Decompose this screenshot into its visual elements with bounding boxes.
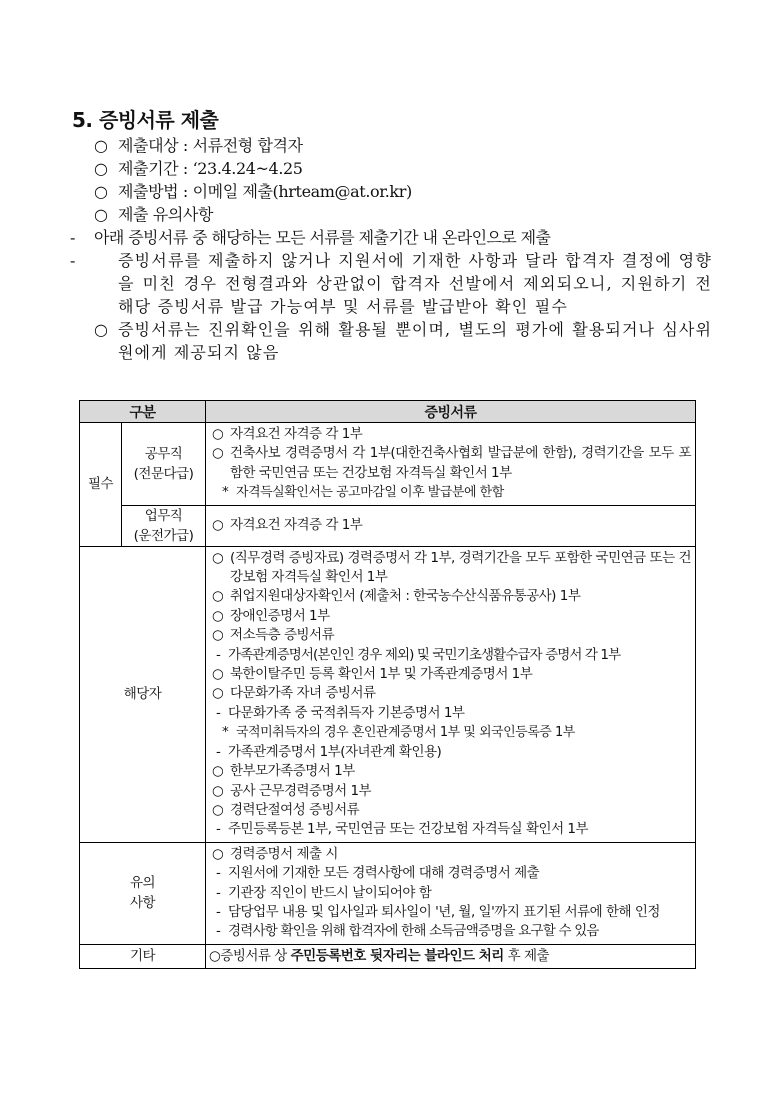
circle-bullet: ○ — [212, 588, 224, 605]
header-documents: 증빙서류 — [206, 401, 696, 423]
guideline-text: 제출방법 : 이메일 제출(hrteam@at.or.kr) — [118, 182, 412, 201]
list-item — [212, 762, 691, 781]
circle-bullet: ○ — [212, 445, 224, 462]
item-text: 공사 근무경력증명서 1부 — [230, 782, 372, 799]
dash-bullet: - — [216, 743, 221, 760]
notes-documents — [206, 842, 696, 944]
item-text: 경력사항 확인을 위해 합격자에 한해 소득금액증명을 요구할 수 있음 — [228, 923, 599, 940]
guideline-cautions — [72, 203, 712, 226]
item-text: 경력단절여성 증빙서류 — [230, 801, 360, 818]
guideline-method — [72, 180, 712, 203]
item-text: 건축사보 경력증명서 각 1부(대한건축사협회 발급분에 한함), 경력기간을 모두 포함한 국민연금 또는 건강보험 자격득실 확인서 1부 — [230, 445, 691, 481]
circle-bullet: ○ — [212, 426, 224, 442]
item-text: 경력증명서 제출 시 — [230, 845, 338, 862]
documents-table — [79, 400, 696, 969]
table-header-row — [80, 401, 696, 423]
dash-bullet: - — [216, 821, 221, 838]
caution-text: 아래 증빙서류 중 해당하는 모든 서류를 제출기간 내 온라인으로 제출 — [94, 228, 551, 247]
dash-bullet: - — [216, 903, 221, 920]
item-text: 지원서에 기재한 모든 경력사항에 대해 경력증명서 제출 — [228, 865, 540, 882]
caution-text: 증빙서류를 제출하지 않거나 지원서에 기재한 사항과 달라 합격자 결정에 영향을 미친 경우 전형결과와 상관없이 합격자 선발에서 제외되오니, 지원하기 전 해당 증빙서류 발급 가능여부 및 서류를 발급받아 확인 필수 — [118, 251, 712, 316]
list-item — [212, 444, 691, 483]
circle-bullet: ○ — [94, 136, 108, 155]
eopmu-label-line2: (운전가급) — [133, 527, 194, 544]
list-item — [212, 723, 691, 742]
circle-bullet: ○ — [212, 607, 224, 624]
guideline-text: 제출 유의사항 — [118, 205, 214, 224]
guideline-text: 제출기간 : ‘23.4.24~4.25 — [118, 159, 303, 178]
dash-bullet: - — [216, 704, 221, 721]
item-text: 자격요건 자격증 각 1부 — [230, 426, 363, 442]
list-item — [212, 549, 691, 588]
dash-bullet: - — [216, 646, 221, 663]
circle-bullet: ○ — [212, 549, 224, 566]
asterisk-bullet: * — [222, 724, 229, 741]
item-text: 다문화가족 자녀 증빙서류 — [230, 685, 376, 702]
dash-bullet: - — [70, 228, 75, 247]
list-item — [212, 845, 691, 864]
circle-bullet: ○ — [94, 205, 108, 224]
etc-label: 기타 — [80, 944, 206, 968]
guideline-target — [72, 134, 712, 157]
list-item — [212, 684, 691, 703]
gongmu-label — [122, 423, 206, 506]
list-item — [212, 516, 691, 535]
item-text: 취업지원대상자확인서 (제출처 : 한국농수산식품유통공사) 1부 — [230, 588, 581, 605]
list-item — [212, 922, 691, 941]
gongmu-label-line2: (전문다급) — [133, 465, 194, 482]
list-item — [212, 820, 691, 839]
list-item — [212, 864, 691, 883]
list-item — [212, 626, 691, 645]
circle-bullet: ○ — [212, 782, 224, 799]
item-text: 저소득층 증빙서류 — [230, 627, 335, 644]
list-item — [212, 903, 691, 922]
item-text: 담당업무 내용 및 입사일과 퇴사일이 '년, 월, 일'까지 표기된 서류에 한해 인정 — [228, 903, 660, 920]
submission-guidelines — [72, 134, 712, 364]
item-text: 주민등록등본 1부, 국민연금 또는 건강보험 자격득실 확인서 1부 — [228, 821, 589, 838]
guideline-period — [72, 157, 712, 180]
item-text: 장애인증명서 1부 — [230, 607, 330, 624]
guideline-verification — [72, 318, 712, 364]
item-text: 가족관계증명서 1부(자녀관계 확인용) — [228, 743, 442, 760]
item-text: (직무경력 증빙자료) 경력증명서 각 1부, 경력기간을 모두 포함한 국민연금 또는 건강보험 자격득실 확인서 1부 — [230, 549, 691, 586]
dash-bullet: - — [216, 865, 221, 882]
list-item — [212, 607, 691, 626]
circle-bullet: ○ — [212, 666, 224, 683]
list-item — [212, 425, 691, 444]
circle-bullet: ○ — [94, 159, 108, 178]
dash-bullet: - — [70, 251, 76, 270]
item-text: 기관장 직인이 반드시 날이되어야 함 — [228, 884, 432, 901]
item-text: 한부모가족증명서 1부 — [230, 763, 355, 780]
circle-bullet: ○ — [212, 763, 224, 780]
item-text: 다문화가족 중 국적취득자 기본증명서 1부 — [228, 704, 465, 721]
caution-item — [72, 226, 712, 249]
circle-bullet: ○ — [94, 320, 108, 339]
item-text: 북한이탈주민 등록 확인서 1부 및 가족관계증명서 1부 — [230, 666, 533, 683]
table-row — [80, 423, 696, 506]
list-item — [212, 646, 691, 665]
etc-text-suffix: 후 제출 — [503, 947, 550, 964]
circle-bullet: ○ — [94, 182, 108, 201]
caution-item — [72, 249, 712, 318]
etc-text-bold: 주민등록번호 뒷자리는 블라인드 처리 — [290, 947, 504, 964]
eopmu-label-line1: 업무직 — [144, 507, 183, 524]
list-item — [212, 801, 691, 820]
list-item — [212, 704, 691, 723]
item-text: 국적미취득자의 경우 혼인관계증명서 1부 및 외국인등록증 1부 — [236, 725, 575, 741]
dash-bullet: - — [216, 884, 221, 901]
list-item — [212, 483, 691, 502]
item-text: 자격요건 자격증 각 1부 — [230, 516, 363, 533]
guideline-text: 증빙서류는 진위확인을 위해 활용될 뿐이며, 별도의 평가에 활용되거나 심사위원에게 제공되지 않음 — [118, 320, 712, 362]
header-category: 구분 — [80, 401, 206, 423]
eopmu-documents — [206, 505, 696, 546]
circle-bullet: ○ — [212, 685, 224, 702]
eopmu-label — [122, 505, 206, 546]
circle-bullet: ○ — [212, 516, 224, 533]
applicable-label: 해당자 — [80, 546, 206, 842]
asterisk-bullet: * — [222, 484, 229, 501]
item-text: 자격득실확인서는 공고마감일 이후 발급분에 한함 — [236, 485, 504, 501]
table-row — [80, 505, 696, 546]
guideline-text: 제출대상 : 서류전형 합격자 — [118, 136, 303, 155]
notes-label-line2: 사항 — [129, 895, 156, 912]
applicable-documents — [206, 546, 696, 842]
table-row — [80, 546, 696, 842]
gongmu-documents — [206, 423, 696, 506]
etc-documents — [206, 944, 696, 968]
notes-label — [80, 842, 206, 944]
table-row — [80, 944, 696, 968]
section-heading: 5. 증빙서류 제출 — [72, 108, 219, 132]
circle-bullet: ○ — [212, 801, 224, 818]
notes-label-line1: 유의 — [129, 875, 156, 892]
circle-bullet: ○ — [212, 627, 224, 644]
item-text: 가족관계증명서(본인인 경우 제외) 및 국민기초생활수급자 증명서 각 1부 — [228, 646, 621, 663]
list-item — [212, 587, 691, 606]
gongmu-label-line1: 공무직 — [144, 445, 183, 462]
required-label: 필수 — [80, 423, 122, 547]
table-row — [80, 842, 696, 944]
etc-text-prefix: ○증빙서류 상 — [209, 947, 291, 964]
list-item — [212, 743, 691, 762]
circle-bullet: ○ — [212, 845, 224, 862]
list-item — [212, 884, 691, 903]
list-item — [212, 665, 691, 684]
dash-bullet: - — [216, 923, 221, 940]
list-item — [212, 782, 691, 801]
